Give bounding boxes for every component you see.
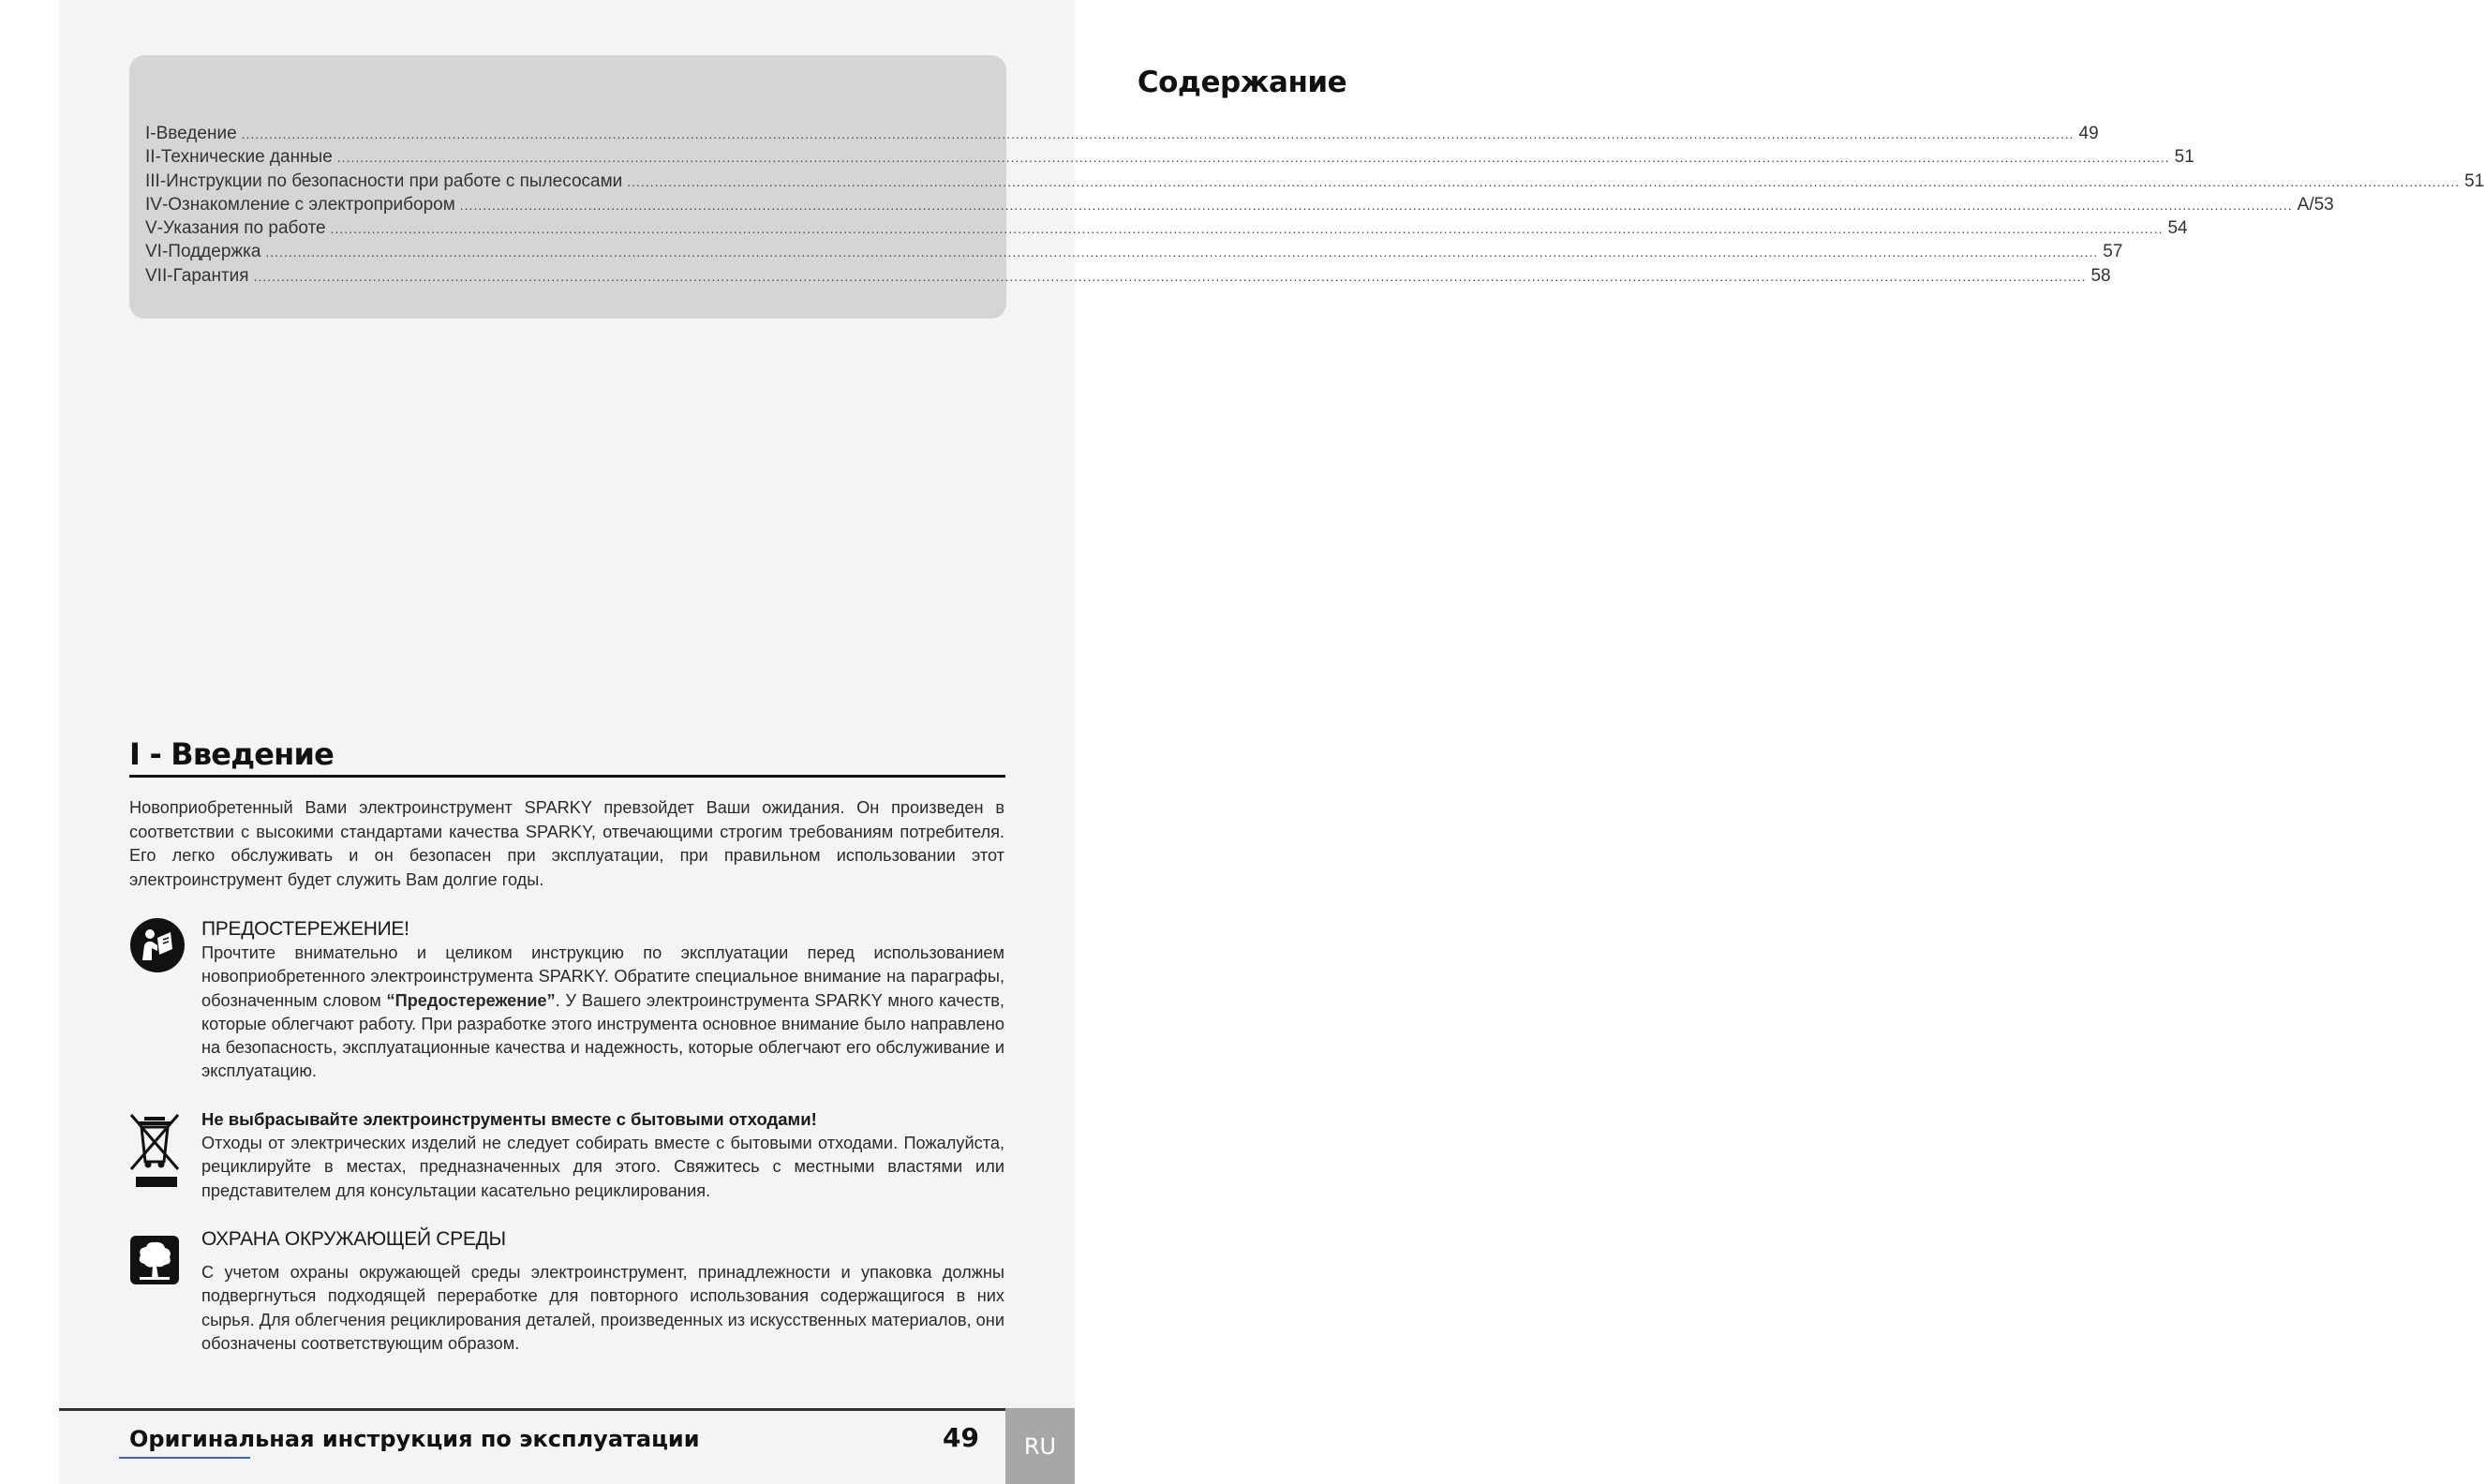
toc-item[interactable] xyxy=(145,242,2123,265)
tree-icon xyxy=(129,1235,180,1285)
toc-item-page: 57 xyxy=(2103,242,2123,262)
toc-item-page: A/53 xyxy=(2297,194,2334,215)
toc-item-label: Инструкции по безопасности при работе с пылесосами xyxy=(166,171,623,191)
footer-title: Оригинальная инструкция по эксплуатации xyxy=(129,1426,700,1452)
toc-item-number: III xyxy=(145,171,160,191)
toc-item-dash: - xyxy=(155,147,161,168)
toc-item-dash: - xyxy=(159,171,167,191)
toc-item-label: Технические данные xyxy=(160,147,333,168)
toc-item[interactable] xyxy=(145,124,2099,147)
toc-item-page: 54 xyxy=(2167,218,2188,239)
toc-leader-dots: ................................................................................................................................................................................................................................................................................................................................................................................................................ xyxy=(253,268,2087,284)
toc-item-label: Поддержка xyxy=(168,242,261,262)
warning-text-keyword: “Предостережение” xyxy=(386,990,556,1010)
toc-item[interactable] xyxy=(145,218,2188,242)
toc-leader-dots: ................................................................................................................................................................................................................................................................................................................................................................................................................ xyxy=(627,173,2461,189)
language-tab: RU xyxy=(1005,1408,1075,1484)
toc-item[interactable] xyxy=(145,147,2194,171)
disposal-text: Отходы от электрических изделий не следует собирать вместе с бытовыми отходами. Пожалуйста, рециклируйте в местах, предназначенных для этого. Свяжитесь с местными властями или представителем для консультации касательно рециклирования. xyxy=(201,1134,1004,1200)
toc-item-number: VI xyxy=(145,242,162,262)
environment-title: ОХРАНА ОКРУЖАЮЩЕЙ СРЕДЫ xyxy=(201,1228,506,1250)
toc-leader-dots: ................................................................................................................................................................................................................................................................................................................................................................................................................ xyxy=(330,221,2164,237)
toc-leader-dots: ................................................................................................................................................................................................................................................................................................................................................................................................................ xyxy=(336,150,2170,166)
disposal-title: Не выбрасывайте электроинструменты вместе с бытовыми отходами! xyxy=(201,1109,817,1129)
intro-paragraph: Новоприобретенный Вами электроинструмент SPARKY превзойдет Ваши ожидания. Он произведен в соответствии с высокими стандартами качества SPARKY, отвечающими строгим требованиям потребителя. Его легко обслуживать и он безопасен при эксплуатации, при правильном использовании этот электроинструмент будет служить Вам долгие годы. xyxy=(129,798,1004,889)
toc-leader-dots: ................................................................................................................................................................................................................................................................................................................................................................................................................ xyxy=(241,126,2075,141)
toc-item-number: I xyxy=(145,124,151,143)
footer-page-number: 49 xyxy=(943,1422,979,1453)
toc-item-page: 51 xyxy=(2174,147,2194,168)
toc-item-page: 58 xyxy=(2090,265,2111,286)
toc-leader-dots: ................................................................................................................................................................................................................................................................................................................................................................................................................ xyxy=(459,197,2293,213)
toc-item[interactable] xyxy=(145,171,2484,195)
toc-item-dash: - xyxy=(161,194,169,215)
section-divider xyxy=(129,775,1005,778)
footer-divider xyxy=(59,1408,1005,1411)
warning-title: ПРЕДОСТЕРЕЖЕНИЕ! xyxy=(201,918,409,940)
toc-item-number: VII xyxy=(145,265,168,286)
toc-title: Содержание xyxy=(1137,66,1347,99)
footer-link-underline xyxy=(119,1457,250,1459)
toc-item-label: Гарантия xyxy=(172,265,249,286)
toc-item-dash: - xyxy=(161,242,169,262)
environment-text: С учетом охраны окружающей среды электроинструмент, принадлежности и упаковка должны подвергнуться подходящей переработке для повторного использования содержащигося в них сырья. Для облегчения рециклирования деталей, произведенных из искусственных материалов, они обозначены соответствующим образом. xyxy=(201,1263,1004,1353)
toc-item-page: 51 xyxy=(2464,171,2484,191)
toc-item-page: 49 xyxy=(2078,124,2099,143)
warning-text-part: . У Вашего электроинструмента SPARKY много качеств, которые облегчают работу. При разработке этого инструмента основное внимание было направлено на безопасность, эксплуатационные качества и надежность, которые облегчают его обслуживание и эксплуатацию. xyxy=(201,990,1004,1081)
toc-item-label: Ознакомление с электроприбором xyxy=(168,194,455,215)
section-title: I - Введение xyxy=(129,736,334,772)
crossed-bin-icon xyxy=(129,1113,180,1190)
toc-item-dash: - xyxy=(167,265,173,286)
toc-item-dash: - xyxy=(150,124,156,143)
toc-item-number: V xyxy=(145,218,157,239)
toc-item-number: IV xyxy=(145,194,162,215)
toc-item[interactable] xyxy=(145,194,2334,218)
warning-text-part: Прочтите внимательно и целиком инструкцию по эксплуатации перед использованием новоприобретенного электроинструмента SPARKY. Обратите специальное внимание на параграфы, обозначенным словом xyxy=(201,943,1004,1010)
toc-list xyxy=(145,124,2484,289)
warning-text xyxy=(201,942,1004,1084)
toc-item-label: Указания по работе xyxy=(163,218,326,239)
toc-item-dash: - xyxy=(156,218,164,239)
toc-leader-dots: ................................................................................................................................................................................................................................................................................................................................................................................................................ xyxy=(265,245,2099,260)
read-manual-icon xyxy=(129,917,186,973)
toc-item[interactable] xyxy=(145,265,2111,289)
toc-item-label: Введение xyxy=(156,124,237,143)
toc-item-number: II xyxy=(145,147,156,168)
